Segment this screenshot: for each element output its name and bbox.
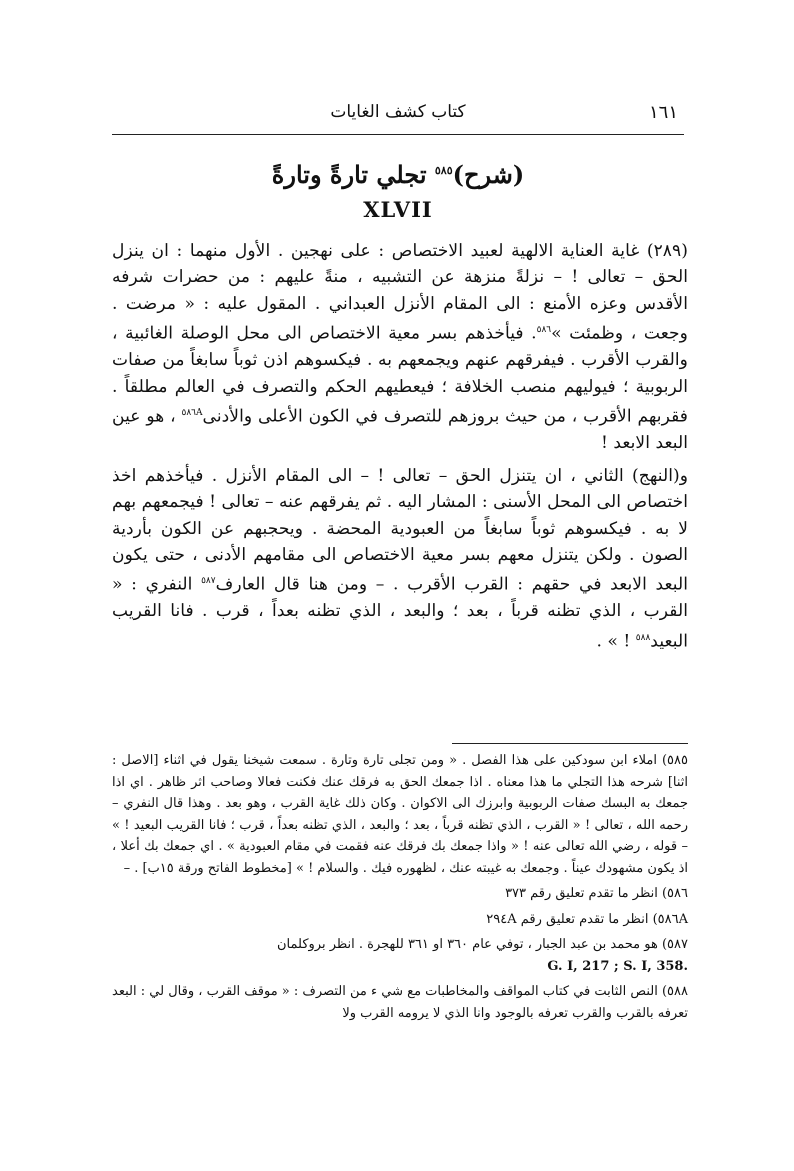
footnote-ref-588[interactable]: ٥٨٨ — [635, 632, 651, 643]
footnote-587 — [112, 934, 688, 977]
header-rule — [112, 134, 684, 135]
footnote-rule — [452, 743, 688, 744]
section-title-main: تجلي تارةً وتارةً — [271, 160, 427, 189]
paragraph-text: . فيأخذهم بسر معية الاختصاص الى محل الوصلة الغائبية ، والقرب الأقرب . فيفرقهم عنهم ويجمعهم به . فيكسوهم اذن ثوباً سابغاً من صفات الربوبية ؛ فيوليهم منصب الخلافة ؛ فيعطيهم الحكم والتصرف في العالم مطلقاً . فقربهم الأقرب ، من حيث بروزهم للتصرف في الكون الأعلى والأدنى — [112, 323, 688, 427]
footnote-text: ٥٨٧) هو محمد بن عبد الجبار ، توفي عام ٣٦٠ او ٣٦١ للهجرة . انظر بروكلمان — [277, 937, 688, 952]
footnote-ref-587[interactable]: ٥٨٧ — [201, 576, 216, 587]
footnote-ref-585[interactable]: ٥٨٥ — [434, 164, 453, 177]
footnote-588: ٥٨٨) النص الثابت في كتاب المواقف والمخاطبات مع شي ء من التصرف : « موقف القرب ، وقال لي : البعد تعرفه بالقرب والقرب تعرفه بالوجود وانا الذي لا يرومه القرب ولا — [112, 984, 688, 1021]
running-title: كتاب كشف الغايات — [330, 102, 466, 122]
paragraph-289 — [112, 238, 688, 457]
footnote-ref-586[interactable]: ٥٨٦ — [536, 325, 552, 336]
footnotes — [112, 750, 688, 1028]
footnote-586a: ٥٨٦A) انظر ما تقدم تعليق رقم ٢٩٤A — [486, 911, 688, 927]
page-number: ١٦١ — [648, 102, 678, 123]
footnote-citation: G. I, 217 ; S. I, 358. — [547, 958, 688, 974]
paragraph-second-path — [112, 463, 688, 655]
section-title-prefix: (شرح) — [452, 160, 525, 189]
footnote-ref-586a[interactable]: ٥٨٦A — [181, 408, 203, 419]
footnote-585: ٥٨٥) املاء ابن سودكين على هذا الفصل . « ومن تجلى تارة وتارة . سمعت شيخنا يقول في اثناء [الاصل : اثنا] شرحه هذا التجلي ما هذا معناه . اذا جمعك الحق به فرقك عنك فكنت فعالا وصاحب اثر ظاهر . اي اذا جمعك به البسك صفات الربوبية وابرزك الى الاكوان . وكان ذلك غاية القرب ، وهو بعد . وهذا قال النفري – رحمه الله ، تعالى ! « القرب ، الذي تظنه قرباً ، بعد ؛ والبعد ، الذي تظنه بعداً ، قرب ؛ فانا القريب البعيد ! » – قوله ، رضي الله تعالى عنه ! « واذا جمعك بك فرقك عنه فقمت في مقام العبودية » . اي جمعك بك أعلا ، اذ يكون مشهودك عيناً . وجمعك به غيبته عنك ، لظهوره فيك . والسلام ! » [مخطوط الفاتح ورقة ١٥ب] . – — [112, 753, 688, 876]
footnote-586: ٥٨٦) انظر ما تقدم تعليق رقم ٣٧٣ — [505, 886, 688, 901]
paragraph-text: و(النهج) الثاني ، ان يتنزل الحق – تعالى ! – الى المقام الأنزل . فيأخذهم اخذ اختصاص الى المحل الأسنى : المشار اليه . ثم يفرقهم عنه – تعالى ! فيجمعهم بهم لا به . فيكسوهم ثوباً سابغاً من العبودية المحضة . ويحجبهم عن الكون بأردية الصون . ولكن يتنزل معهم بسر معية الاختصاص الى مقامهم الأدنى ، حتى يكون البعد الابعد في حقهم : القرب الأقرب . – ومن هنا قال العارف — [112, 465, 688, 596]
main-text — [112, 238, 688, 661]
running-header — [118, 102, 678, 132]
paragraph-text: ، هو عين البعد الابعد ! — [112, 406, 688, 454]
paragraph-text: النفري : « القرب ، الذي تظنه قرباً ، بعد ؛ والبعد ، الذي تظنه بعداً ، قرب . فانا القريب البعيد — [112, 575, 688, 652]
section-number: XLVII — [363, 197, 433, 222]
paragraph-text: (٢٨٩) غاية العناية الالهية لعبيد الاختصاص : على نهجين . الأول منهما : ان ينزل الحق – تعالى ! – نزلةً منزهة عن التشبيه ، منةً عليهم : من حضرات شرفه الأقدس وعزه الأمنع : الى المقام الأنزل العبداني . المقول عليه : « مرضت . وجعت ، وظمئت » — [112, 241, 688, 344]
paragraph-text: ! » . — [596, 631, 631, 652]
section-title — [118, 160, 678, 189]
